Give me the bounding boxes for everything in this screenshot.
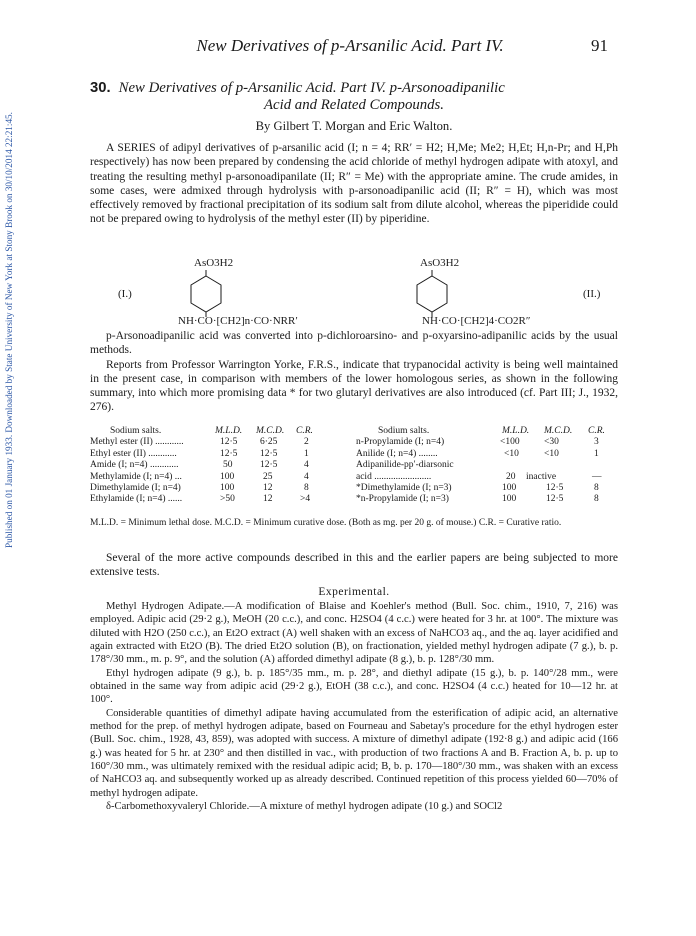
reports-text: Reports from Professor Warrington Yorke, F.R.S., indicate that trypanocidal activity is being well maintained in the present case, in comparison with members of the lower homologous series, as shown in the following summary, into which more promising data * for two glutaryl derivatives are also introduced (cf. Part III; J., 1932, 276). [90,358,618,414]
table-header-cr: C.R. [588,426,605,436]
conversion-text: p-Arsonoadipanilic acid was converted into p-dichloroarsino- and p-oxyarsino-adipanilic acids by the usual methods. [90,330,618,357]
title-line-1: New Derivatives of p-Arsanilic Acid. Part IV. p-Arsonoadipanilic [118,80,505,96]
table-legend: M.L.D. = Minimum lethal dose. M.C.D. = Minimum curative dose. (Both as mg. per 20 g. of mouse.) C.R. = Curative ratio. [90,518,562,528]
table-row: Dimethylamide (I; n=4) 100 12 8 [90,482,309,493]
experimental-paragraph-3: Considerable quantities of dimethyl adipate having accumulated from the esterification of adipic acid, an alternative method for the prep. of methyl hydrogen adipate, based on Fourneau and Sabetay's procedure for the ethyl hydrogen ester (Bull. Soc. chim., 1928, 43, 859), was adopted with success. A mixture of dimethyl adipate (192·8 g.) and adipic acid (166 g.) was heated for 5 hr. at 230° and then distilled in vac., with production of two fractions A and B. Fraction A, b. p. up to 160°/30 mm., was ultimately remixed with the residual adipic acid; B, b. p. 170—180°/30 mm., was shaken with an excess of NaHCO3 aq. and subsequently worked up as already described. Continued repetition of this process yielded 60—70% of methyl hydrogen adipate. [90,707,618,799]
conversion-paragraphs [90,329,618,415]
table-right-column [356,426,618,506]
table-left-column [90,426,350,506]
title-line-2: Acid and Related Compounds. [263,97,444,113]
table-row: Amide (I; n=4) ............ 50 12·5 4 [90,460,309,471]
download-notice-sidebar [2,60,16,600]
formula-label-left: (I.) [118,288,132,300]
table-header-salts: Sodium salts. [378,426,430,436]
table-header-cr: C.R. [296,426,313,436]
experimental-paragraph-4: δ-Carbomethoxyvaleryl Chloride.—A mixture of methyl hydrogen adipate (10 g.) and SOCl2 [106,801,503,813]
table-header-mcd: M.C.D. [544,426,573,436]
table-header-mld: M.L.D. [502,426,530,436]
formula-right-bottom: NH·CO·[CH2]4·CO2R″ [422,315,531,327]
intro-text: A SERIES of adipyl derivatives of p-arsanilic acid (I; n = 4; RR′ = H2; H,Me; Me2; H,Et; H,n-Pr; and H,Ph respectively) has now been prepared by condensing the acid chloride of methyl hydrogen adipate with atoxyl, and treating the resulting methyl p-arsonoadipanilate (II; R″ = Me) with the appropriate amine. The crude amides, in some cases, were admixed through hydrolysis with p-arsonoadipanilic acid (II; R″ = H), which was most effectively removed by fractional precipitation of its sodium salt from dilute alcohol, whereas the piperidide could not be prepared owing to hydrolysis of the methyl ester (II) by piperidine. [90,142,618,226]
article-title [90,80,618,114]
table-row: Ethyl ester (II) ............ 12·5 12·5 1 [90,448,309,459]
benzene-rings [90,259,618,329]
table-row: Anilide (I; n=4) ........ <10 <10 1 [356,448,599,459]
experimental-paragraph-2: Ethyl hydrogen adipate (9 g.), b. p. 185°/35 mm., m. p. 28°, and diethyl adipate (15 g.), b. p. 140°/28 mm., were obtained in the same way from adipic acid (29·2 g.), EtOH (38 c.c.), and conc. H2SO4 (4 c.c.) heated for 10—12 hr. at 100°. [90,667,618,706]
experimental-paragraph-1: Methyl Hydrogen Adipate.—A modification of Blaise and Koehler's method (Bull. Soc. chim., 1910, 7, 216) was employed. Adipic acid (29·2 g.), MeOH (20 c.c.), and conc. H2SO4 (4 c.c.) were heated for 3 hr. at 100°. The mixture was diluted with H2O (250 c.c.), an Et2O extract (A) well shaken with an excess of NaHCO3 aq., and the aq. layer acidified and again extracted with Et2O (B). The dried Et2O solution (B), on fractionation, yielded methyl hydrogen adipate (7 g.), b. p. 178°/30 mm., m. p. 9°, and the solution (A) afforded dimethyl adipate (8 g.), b. p. 128°/30 mm. [90,601,618,666]
running-head-title: New Derivatives of p-Arsanilic Acid. Part IV. [196,36,504,55]
table-header-mld: M.L.D. [215,426,243,436]
table-row: Methyl ester (II) ............ 12·5 6·25 2 [90,437,309,448]
article-number: 30. [90,80,111,96]
download-notice-text: Published on 01 January 1933. Downloaded by State University of New York at Stony Brook on 30/10/2014 22:21:45. [4,112,14,548]
page-number: 91 [591,36,608,55]
closing-text: Several of the more active compounds described in this and the earlier papers are being subjected to more extensive tests. [90,552,618,579]
table-row: Adipanilide-pp′-diarsonic [356,460,454,471]
table-header-row [90,426,350,437]
formula-right-top: AsO3H2 [420,257,460,269]
table-row: *n-Propylamide (I; n=3) 100 12·5 8 [356,494,599,505]
table-row: Ethylamide (I; n=4) ...... >50 12 >4 [90,494,311,505]
table-header-row [356,426,618,437]
table-row: Methylamide (I; n=4) ... 100 25 4 [90,471,309,482]
table-header-salts: Sodium salts. [110,426,162,436]
table-header-mcd: M.C.D. [256,426,285,436]
formula-left-bottom: NH·CO·[CH2]n·CO·NRR′ [178,315,298,327]
table-row: *Dimethylamide (I; n=3) 100 12·5 8 [356,482,599,493]
experimental-heading: Experimental. [318,586,390,598]
intro-paragraph [90,141,618,227]
experimental-section [90,600,618,814]
structural-formulae [90,259,618,329]
formula-left-top: AsO3H2 [194,257,234,269]
running-head [92,36,608,56]
byline: By Gilbert T. Morgan and Eric Walton. [255,119,453,133]
table-row: n-Propylamide (I; n=4) <100 <30 3 [356,437,599,448]
table-row: acid ........................ 20 inactive — [356,471,602,482]
closing-paragraph [90,551,618,580]
formula-label-right: (II.) [583,288,601,300]
